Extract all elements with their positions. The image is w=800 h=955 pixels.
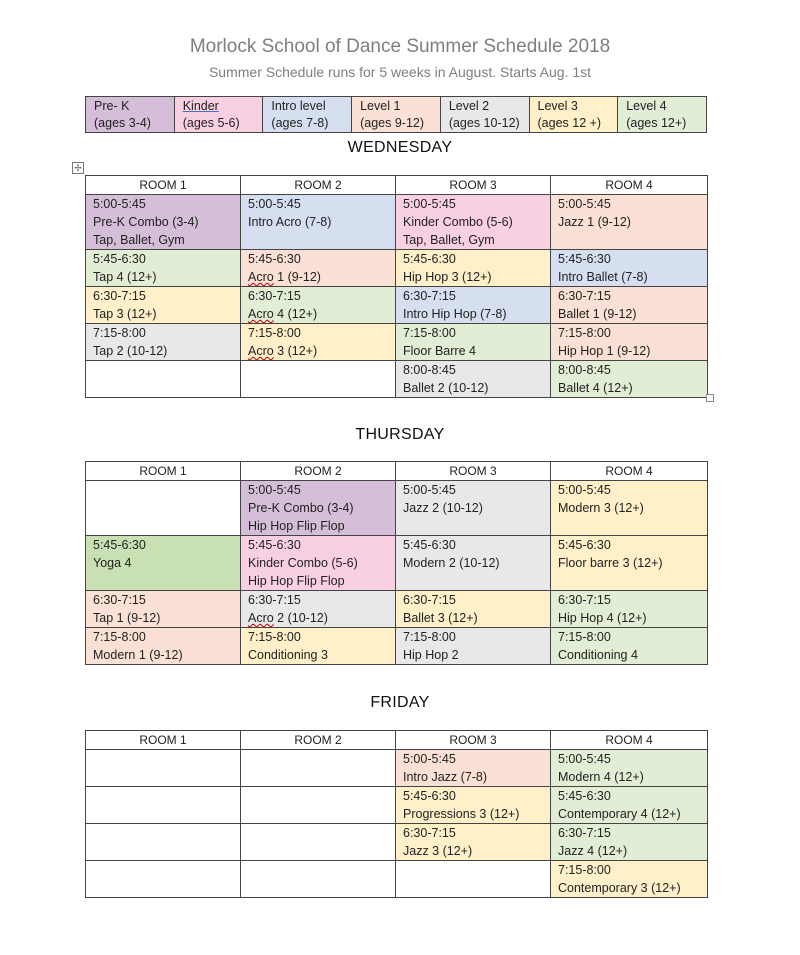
class-name: Acro 3 (12+) [248,344,318,358]
table-row [86,750,708,787]
legend-intro [263,97,352,133]
class-cell [396,824,551,861]
class-name: Yoga 4 [93,556,132,570]
empty-cell [241,787,396,824]
class-name: Intro Jazz (7-8) [403,770,488,784]
legend-level-name: Level 3 [537,99,578,113]
room-header: ROOM 4 [551,176,708,195]
legend-level-2 [440,97,529,133]
empty-cell [86,750,241,787]
table-row [86,628,708,665]
empty-cell [241,824,396,861]
legend-level-ages: (ages 10-12) [448,116,520,130]
class-time: 5:00-5:45 [248,483,301,497]
class-cell [551,591,708,628]
legend-level-ages: (ages 12 +) [537,116,602,130]
room-header-row [86,462,708,481]
class-time: 8:00-8:45 [558,363,611,377]
table-row [86,287,708,324]
class-cell [241,287,396,324]
class-time: 6:30-7:15 [248,289,301,303]
legend-level-ages: (ages 5-6) [182,116,240,130]
class-name: Tap 4 (12+) [93,270,157,284]
class-cell [396,750,551,787]
class-time: 5:45-6:30 [403,789,456,803]
legend-level-ages: (ages 7-8) [271,116,329,130]
class-name: Jazz 2 (10-12) [403,501,483,515]
table-row [86,195,708,250]
class-name: Hip Hop 4 (12+) [558,611,647,625]
empty-cell [86,361,241,398]
class-cell [241,591,396,628]
class-time: 6:30-7:15 [93,289,146,303]
class-cell [396,536,551,591]
room-header-row [86,176,708,195]
room-header: ROOM 4 [551,462,708,481]
class-time: 6:30-7:15 [558,826,611,840]
legend-level-name: Pre- K [94,99,130,113]
class-name: Modern 4 (12+) [558,770,644,784]
empty-cell [86,824,241,861]
class-time: 5:00-5:45 [558,752,611,766]
class-time: 6:30-7:15 [403,289,456,303]
class-cell [551,861,708,898]
class-name: Ballet 1 (9-12) [558,307,637,321]
class-cell [396,628,551,665]
empty-cell [86,861,241,898]
class-time: 5:45-6:30 [403,252,456,266]
class-time: 5:00-5:45 [403,483,456,497]
legend-level-name: Level 2 [448,99,490,113]
class-time: 7:15-8:00 [248,326,301,340]
schedule-table-thursday [85,461,708,665]
class-cell [396,787,551,824]
class-cell [551,787,708,824]
class-time: 7:15-8:00 [93,630,146,644]
class-cell [396,195,551,250]
class-name: Intro Hip Hop (7-8) [403,307,507,321]
class-name: Pre-K Combo (3-4) [248,501,354,515]
room-header: ROOM 2 [241,462,396,481]
legend-prek [86,97,175,133]
class-name: Contemporary 4 (12+) [558,807,681,821]
legend-level-4 [618,97,707,133]
class-time: 6:30-7:15 [248,593,301,607]
class-time: 5:45-6:30 [558,789,611,803]
class-time: 5:00-5:45 [93,197,146,211]
class-name: Kinder Combo (5-6) [403,215,513,229]
class-name: Progressions 3 (12+) [403,807,520,821]
legend-level-3 [529,97,618,133]
room-header-row [86,731,708,750]
class-name: Hip Hop Flip Flop [248,574,345,588]
empty-cell [241,361,396,398]
class-time: 6:30-7:15 [558,289,611,303]
class-cell [551,324,708,361]
class-name: Acro 2 (10-12) [248,611,328,625]
class-time: 5:45-6:30 [403,538,456,552]
class-time: 7:15-8:00 [558,863,611,877]
class-name: Tap, Ballet, Gym [93,233,185,247]
room-header: ROOM 1 [86,731,241,750]
room-header: ROOM 4 [551,731,708,750]
class-name: Conditioning 3 [248,648,328,662]
empty-cell [396,861,551,898]
legend-level-1 [352,97,441,133]
room-header: ROOM 1 [86,462,241,481]
legend-level-name: Level 1 [360,99,401,113]
class-cell [551,195,708,250]
room-header: ROOM 3 [396,462,551,481]
class-cell [86,628,241,665]
class-time: 7:15-8:00 [403,630,456,644]
class-name: Acro 1 (9-12) [248,270,321,284]
class-name: Pre-K Combo (3-4) [93,215,199,229]
empty-cell [86,481,241,536]
class-name: Intro Acro (7-8) [248,215,332,229]
class-cell [551,824,708,861]
class-name: Kinder Combo (5-6) [248,556,358,570]
class-name: Intro Ballet (7-8) [558,270,648,284]
legend-row [86,97,707,133]
empty-cell [241,861,396,898]
class-cell [396,361,551,398]
class-name: Contemporary 3 (12+) [558,881,681,895]
class-time: 5:45-6:30 [558,538,611,552]
class-time: 6:30-7:15 [93,593,146,607]
class-name: Tap 1 (9-12) [93,611,161,625]
class-cell [86,250,241,287]
legend-level-name: Level 4 [626,99,667,113]
class-name: Acro 4 (12+) [248,307,318,321]
class-name: Conditioning 4 [558,648,638,662]
class-name: Tap 2 (10-12) [93,344,168,358]
class-cell [396,481,551,536]
class-name: Hip Hop 2 [403,648,459,662]
class-name: Jazz 4 (12+) [558,844,628,858]
class-cell [241,481,396,536]
class-time: 5:00-5:45 [558,197,611,211]
class-name: Hip Hop Flip Flop [248,519,345,533]
class-name: Ballet 3 (12+) [403,611,478,625]
room-header: ROOM 2 [241,176,396,195]
class-time: 5:00-5:45 [403,197,456,211]
legend-level-ages: (ages 9-12) [360,116,425,130]
class-time: 5:45-6:30 [248,538,301,552]
class-time: 6:30-7:15 [403,826,456,840]
class-name: Tap 3 (12+) [93,307,157,321]
class-cell [551,750,708,787]
class-name: Hip Hop 3 (12+) [403,270,492,284]
class-cell [396,250,551,287]
day-heading-friday: FRIDAY [370,694,430,711]
page-title: Morlock School of Dance Summer Schedule 2018 [189,36,611,57]
day-heading-thursday: THURSDAY [355,426,445,443]
legend-level-name: Intro level [271,99,326,113]
class-time: 5:45-6:30 [558,252,611,266]
class-time: 7:15-8:00 [403,326,456,340]
class-cell [396,324,551,361]
class-name: Jazz 3 (12+) [403,844,473,858]
room-header: ROOM 2 [241,731,396,750]
table-row [86,481,708,536]
class-name: Ballet 2 (10-12) [403,381,489,395]
class-cell [86,591,241,628]
class-cell [241,536,396,591]
class-name: Tap, Ballet, Gym [403,233,495,247]
class-name: Modern 3 (12+) [558,501,644,515]
page-subtitle: Summer Schedule runs for 5 weeks in August. Starts Aug. 1st [208,64,592,80]
class-time: 5:00-5:45 [558,483,611,497]
table-row [86,361,708,398]
class-cell [86,195,241,250]
table-row [86,824,708,861]
table-row [86,536,708,591]
class-time: 5:45-6:30 [93,252,146,266]
class-cell [241,195,396,250]
class-cell [241,250,396,287]
class-cell [86,324,241,361]
level-legend [85,96,707,133]
class-cell [551,481,708,536]
class-name: Modern 2 (10-12) [403,556,500,570]
class-cell [86,536,241,591]
class-name: Jazz 1 (9-12) [558,215,631,229]
class-cell [241,628,396,665]
class-cell [551,536,708,591]
class-time: 8:00-8:45 [403,363,456,377]
class-name: Floor Barre 4 [403,344,476,358]
class-time: 7:15-8:00 [248,630,301,644]
class-time: 6:30-7:15 [403,593,456,607]
table-move-handle-icon[interactable]: ✢ [72,162,84,174]
table-resize-handle[interactable] [706,394,714,402]
class-time: 5:00-5:45 [248,197,301,211]
class-time: 7:15-8:00 [558,326,611,340]
class-name: Modern 1 (9-12) [93,648,183,662]
day-heading-wednesday: WEDNESDAY [347,139,453,156]
empty-cell [241,750,396,787]
table-row [86,250,708,287]
legend-kinder [174,97,263,133]
table-row [86,787,708,824]
schedule-table-friday [85,730,708,898]
legend-level-ages: (ages 3-4) [94,116,151,130]
legend-level-ages: (ages 12+) [626,116,687,130]
room-header: ROOM 1 [86,176,241,195]
schedule-table-wednesday [85,175,708,398]
class-name: Hip Hop 1 (9-12) [558,344,651,358]
class-cell [551,361,708,398]
class-cell [241,324,396,361]
class-time: 6:30-7:15 [558,593,611,607]
class-cell [396,591,551,628]
class-time: 5:00-5:45 [403,752,456,766]
table-row [86,861,708,898]
legend-level-name: Kinder [182,99,219,113]
class-cell [551,287,708,324]
table-row [86,591,708,628]
class-name: Floor barre 3 (12+) [558,556,663,570]
class-time: 7:15-8:00 [558,630,611,644]
table-row [86,324,708,361]
class-time: 5:45-6:30 [248,252,301,266]
room-header: ROOM 3 [396,731,551,750]
class-time: 7:15-8:00 [93,326,146,340]
empty-cell [86,787,241,824]
class-name: Ballet 4 (12+) [558,381,633,395]
class-cell [396,287,551,324]
class-cell [551,250,708,287]
class-cell [86,287,241,324]
room-header: ROOM 3 [396,176,551,195]
class-cell [551,628,708,665]
class-time: 5:45-6:30 [93,538,146,552]
